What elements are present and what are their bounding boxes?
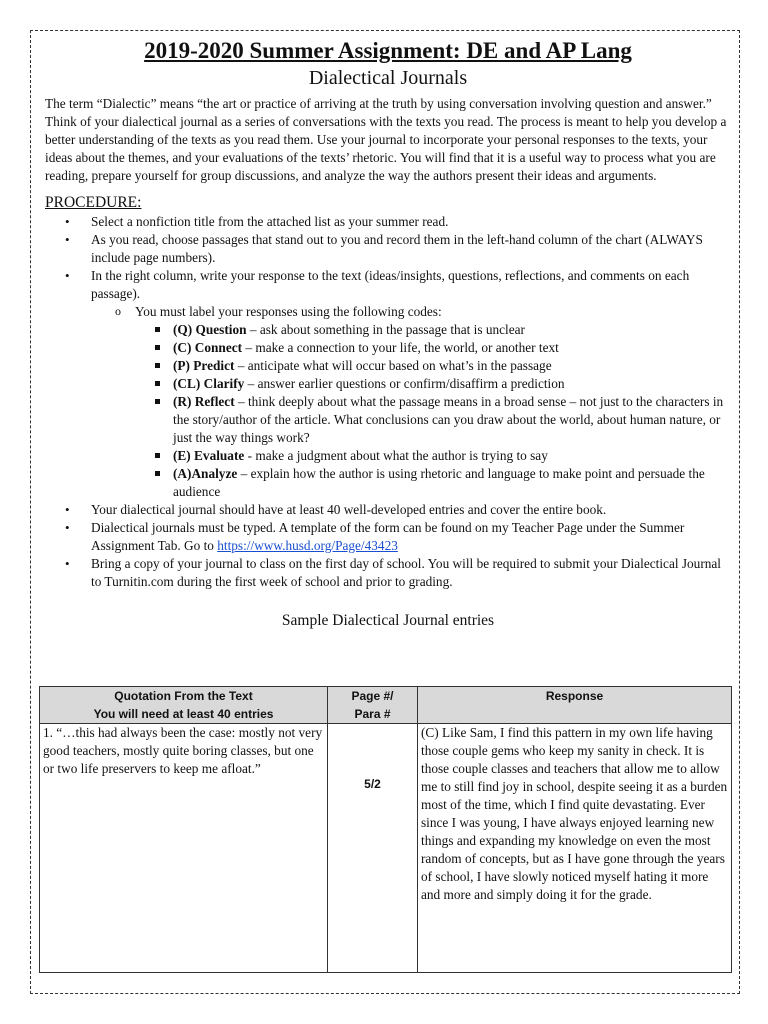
response-header	[418, 687, 732, 724]
typed-requirement-text: Dialectical journals must be typed. A template of the form can be found on my Teacher Page under the Summer Assignment Tab. Go to	[91, 520, 685, 553]
code-item-clarify	[135, 375, 731, 393]
page-subtitle: Dialectical Journals	[308, 67, 468, 89]
procedure-item-text: In the right column, write your response to the text (ideas/insights, questions, reflections, and comments on each passage).	[91, 268, 690, 301]
page-header-line2: Para #	[354, 707, 391, 721]
response-cell: (C) Like Sam, I find this pattern in my own life having those couple gems who keep my sanity in check. It is those couple classes and teachers that allow me to allow me to still find joy in school, despite seeing it as a burden most of the time, which I find quite devastating. Ever since I was young, I have always enjoyed learning new things and expanding my knowledge on even the most random of concepts, but as I have gone through the years of school, I have slowly noticed myself hating it more and more and simply doing it for the grade.	[418, 724, 732, 973]
code-label: (CL) Clarify	[173, 376, 245, 391]
procedure-item: • Select a nonfiction title from the attached list as your summer read.	[45, 213, 731, 231]
quotation-header-line1: Quotation From the Text	[114, 689, 253, 703]
procedure-item	[45, 267, 731, 501]
page-number: 5/2	[364, 777, 381, 791]
sample-journal-table	[39, 686, 732, 973]
label-instruction-text: You must label your responses using the following codes:	[135, 304, 442, 319]
code-description: – anticipate what will occur based on what’s in the passage	[234, 358, 552, 373]
page-title: 2019-2020 Summer Assignment: DE and AP Lang	[144, 38, 632, 63]
procedure-item: • Bring a copy of your journal to class on the first day of school. You will be required to submit your Dialectical Journal to Turnitin.com during the first week of school and prior to grading.	[45, 555, 731, 591]
quotation-header	[40, 687, 328, 724]
quotation-header-line2: You will need at least 40 entries	[93, 707, 274, 721]
table-row	[40, 724, 732, 973]
code-item-connect	[135, 339, 731, 357]
procedure-item: • As you read, choose passages that stand out to you and record them in the left-hand column of the chart (ALWAYS include page numbers).	[45, 231, 731, 267]
procedure-list	[45, 213, 731, 591]
code-item-evaluate	[135, 447, 731, 465]
code-label: (C) Connect	[173, 340, 243, 355]
table-header-row	[40, 687, 732, 724]
code-item-reflect	[135, 393, 731, 447]
label-sublist	[91, 303, 731, 501]
page-cell	[328, 724, 418, 973]
page-header	[328, 687, 418, 724]
code-label: (P) Predict	[173, 358, 235, 373]
procedure-item: • Your dialectical journal should have at least 40 well-developed entries and cover the entire book.	[45, 501, 731, 519]
code-description: – ask about something in the passage that is unclear	[246, 322, 525, 337]
document-content	[45, 37, 731, 631]
procedure-heading: PROCEDURE:	[45, 194, 142, 211]
intro-paragraph: The term “Dialectic” means “the art or practice of arriving at the truth by using conversation involving question and answer.” Think of your dialectical journal as a series of conversations with the texts you read. The process is meant to help you develop a better understanding of the texts as you read them. Use your journal to incorporate your personal responses to the texts, your ideas about the themes, and your evaluations of the texts’ rhetoric. You will find that it is a useful way to process what you are reading, prepare yourself for group discussions, and analyze the way the authors present their ideas and arguments.	[45, 96, 727, 183]
quotation-cell: 1. “…this had always been the case: mostly not very good teachers, mostly quite boring classes, but one or two life preservers to keep me afloat.”	[40, 724, 328, 973]
document-page	[30, 30, 740, 994]
code-description: – make a connection to your life, the world, or another text	[242, 340, 559, 355]
page-header-line1: Page #/	[351, 689, 394, 703]
code-item-question	[135, 321, 731, 339]
teacher-page-link[interactable]: https://www.husd.org/Page/43423	[217, 538, 398, 553]
response-header-label: Response	[545, 689, 604, 703]
code-description: – answer earlier questions or confirm/disaffirm a prediction	[244, 376, 565, 391]
code-description: - make a judgment about what the author is trying to say	[244, 448, 548, 463]
code-label: (A)Analyze	[173, 466, 238, 481]
label-instruction	[91, 303, 731, 501]
code-list	[135, 321, 731, 501]
code-label: (R) Reflect	[173, 394, 235, 409]
code-label: (Q) Question	[173, 322, 247, 337]
code-label: (E) Evaluate	[173, 448, 245, 463]
procedure-item	[45, 519, 731, 555]
code-description: – explain how the author is using rhetoric and language to make point and persuade the audience	[173, 466, 705, 499]
sample-title: Sample Dialectical Journal entries	[281, 612, 495, 629]
code-description: – think deeply about what the passage means in a broad sense – not just to the characters in the story/author of the article. What conclusions can you draw about the world, about human nature, or just the way things work?	[173, 394, 724, 445]
code-item-analyze	[135, 465, 731, 501]
code-item-predict	[135, 357, 731, 375]
